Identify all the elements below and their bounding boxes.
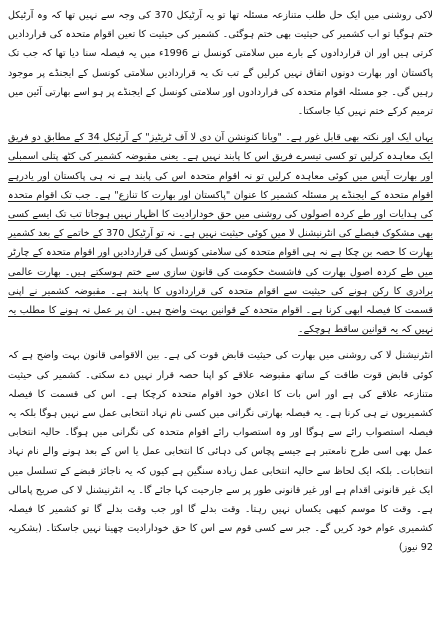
paragraph-1: لاکی روشنی میں ایک حل طلب متنازعہ مسئلہ تھا تو یہ آرٹیکل 370 کی وجہ سے نہیں تھا کہ وہ آرٹیکل ختم ہوگیا تو اب کشمیر کی حیثیت بھی ختم ہوگئی۔ کشمیر کی حیثیت کا تعین اقوام متحدہ کی قراردادیں کرتی ہیں اور ان قراردادوں کے بارے میں سلامتی کونسل نے 1996ء میں یہ فیصلہ سنا دیا تھا کہ جب تک پاکستان اور بھارت دونوں اتفاق نہیں کرلیں گے تب تک یہ قراردادیں سلامتی کونسل کے ایجنڈے پر موجود رہیں گی۔ جو مسئلہ اقوام متحدہ کی قراردادوں اور سلامتی کونسل کے ایجنڈے پر ہو اسے بھارتی آئین میں ترمیم کرکے ختم نہیں کیا جاسکتا۔ — [8, 10, 434, 118]
paragraph-3: انٹرنیشنل لا کی روشنی میں بھارت کی حیثیت قابض قوت کی ہے۔ بین الاقوامی قانون بہت واضح ہے کہ کوئی قابض قوت طاقت کے ساتھ مقبوضہ علاقے کو اپنا حصہ قرار نہیں دے سکتی۔ کشمیر کی حیثیت متنازعہ علاقے کی ہے اور اس بات کا اعلان خود اقوام متحدہ کرچکا ہے۔ اس کی قسمت کا فیصلہ کشمیریوں نے ہی کرنا ہے۔ یہ فیصلہ بھارتی نگرانی میں کسی نام نہاد انتخابی عمل سے نہیں ہوگا بلکہ یہ فیصلہ استصواب رائے سے ہوگا اور وہ استصواب رائے اقوام متحدہ کی نگرانی میں ہوگا۔ حالیہ انتخابی عمل بھی اسی طرح نامعتبر ہے جیسے پچاس کی دہائی کا انتخابی عمل یا اس کے بعد ہونے والے نام نہاد انتخابات۔ بلکہ ایک لحاظ سے حالیہ انتخابی عمل زیادہ سنگین ہے کیوں کہ یہ ناجائز قبضے کے تسلسل میں ایک غیر قانونی اقدام ہے اور غیر قانونی طور پر سے جارحیت کہا جائے گا۔ یہ انٹرنیشنل لا کی صریح پامالی ہے۔ وقت کا موسم کبھی یکساں نہیں رہتا۔ وقت بدلے گا اور جب وقت بدلے گا تو کشمیر کا فیصلہ کشمیری عوام خود کریں گے۔ جبر سے کسی قوم سے اس کا حق خودارادیت چھینا نہیں جاسکتا۔ (بشکریہ 92 نیوز) — [8, 350, 433, 554]
paragraph-2: یہاں ایک اور نکتہ بھی قابل غور ہے۔ "ویانا کنونشن آن دی لا آف ٹریٹیز" کے آرٹیکل 34 کے مطابق دو فریق ایک معاہدہ کرلیں تو کسی تیسرے فریق اس کا پابند نہیں ہے۔ یعنی مقبوضہ کشمیر کی کٹھ پتلی اسمبلی اور بھارت آپس میں کوئی معاہدہ کرلیں تو نہ اقوام متحدہ اس کی پابند ہے نہ ہی پاکستان اور یادرہے اقوام متحدہ کے ایجنڈے پر مسئلہ کشمیر کا عنوان "پاکستان اور بھارت کا تنازع" ہے۔ جب تک اقوام متحدہ کی ہدایات اور طے کردہ اصولوں کی روشنی میں حق خودارادیت کا اظہار نہیں ہوجاتا تب تک ایسے کسی بھی مشکوک فیصلے کی انٹرنیشنل لا میں کوئی حیثیت نہیں ہے۔ نہ تو آرٹیکل 370 کے خاتمے کے بعد کشمیر بھارت کا حصہ بن چکا ہے نہ ہی اقوام متحدہ کی سلامتی کونسل کی قراردادیں اور اقوام متحدہ کے چارٹر میں طے کردہ اصول بھارت کی فاشسٹ حکومت کی قانون سازی سے ختم ہوسکتے ہیں۔ بھارت عالمی برادری کا رکن ہونے کی حیثیت سے اقوام متحدہ کی قراردادوں کا پابند ہے۔ مقبوضہ کشمیر نے اپنی قسمت کا فیصلہ ابھی کرنا ہے۔ اقوام متحدہ کے قوانین بہت واضح ہیں۔ ان پر عمل نہ ہونے کا مطلب یہ نہیں کہ یہ قوانین ساقط ہوچکے۔ — [8, 132, 434, 336]
